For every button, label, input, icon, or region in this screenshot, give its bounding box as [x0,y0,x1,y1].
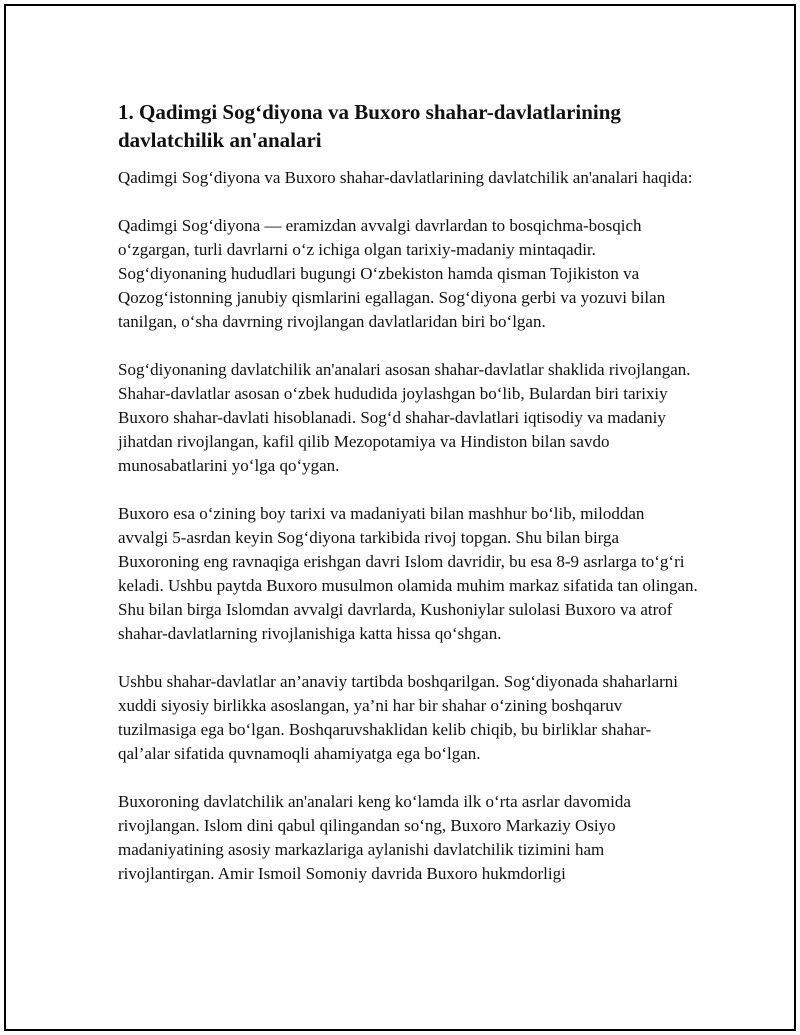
paragraph-bukhara-history: Buxoro esa o‘zining boy tarixi va madaniyati bilan mashhur bo‘lib, miloddan avvalgi 5-asrdan keyin Sog‘diyona tarkibida rivoj topgan. Shu bilan birga Buxoroning eng ravnaqiga erishgan davri Islom davridir, bu esa 8-9 asrlarga to‘g‘ri keladi. Ushbu paytda Buxoro musulmon olamida muhim markaz sifatida tan olingan. Shu bilan birga Islomdan avvalgi davrlarda, Kushoniylar sulolasi Buxoro va atrof shahar-davlatlarning rivojlanishiga katta hissa qo‘shgan. [118,504,698,643]
paragraph-governance: Ushbu shahar-davlatlar an’anaviy tartibda boshqarilgan. Sog‘diyonada shaharlarni xuddi siyosiy birlikka asoslangan, ya’ni har bir shahar o‘zining boshqaruv tuzilmasiga ega bo‘lgan. Boshqaruvshaklidan kelib chiqib, bu birliklar shahar-qal’alar sifatida quvnamoqli ahamiyatga ega bo‘lgan. [118,672,679,763]
paragraph-bukhara-statehood: Buxoroning davlatchilik an'analari keng ko‘lamda ilk o‘rta asrlar davomida rivojlangan. Islom dini qabul qilingandan so‘ng, Buxoro Markaziy Osiyo madaniyatining asosiy markazlariga aylanishi davlatchilik tizimini ham rivojlantirgan. Amir Ismoil Somoniy davrida Buxoro hukmdorligi [118,792,631,883]
paragraph-sogdiana-overview: Qadimgi Sog‘diyona — eramizdan avvalgi davrlardan to bosqichma-bosqich o‘zgargan, turli davrlarni o‘z ichiga olgan tarixiy-madaniy mintaqadir. Sog‘diyonaning hududlari bugungi O‘zbekiston hamda qisman Tojikiston va Qozog‘istonning janubiy qismlarini egallagan. Sog‘diyona gerbi va yozuvi bilan tanilgan, o‘sha davrning rivojlangan davlatlaridan biri bo‘lgan. [118,216,666,331]
page-frame [4,4,796,1031]
document-body [118,98,698,886]
paragraph-city-states: Sog‘diyonaning davlatchilik an'analari asosan shahar-davlatlar shaklida rivojlangan. Shahar-davlatlar asosan o‘zbek hududida joylashgan bo‘lib, Bulardan biri tarixiy Buxoro shahar-davlati hisoblanadi. Sog‘d shahar-davlatlari iqtisodiy va madaniy jihatdan rivojlangan, kafil qilib Mezopotamiya va Hindiston bilan savdo munosabatlarini yo‘lga qo‘ygan. [118,360,691,475]
intro-paragraph: Qadimgi Sog‘diyona va Buxoro shahar-davlatlarining davlatchilik an'analari haqida: [118,168,693,187]
document-title: 1. Qadimgi Sog‘diyona va Buxoro shahar-davlatlarining davlatchilik an'analari [118,100,621,152]
